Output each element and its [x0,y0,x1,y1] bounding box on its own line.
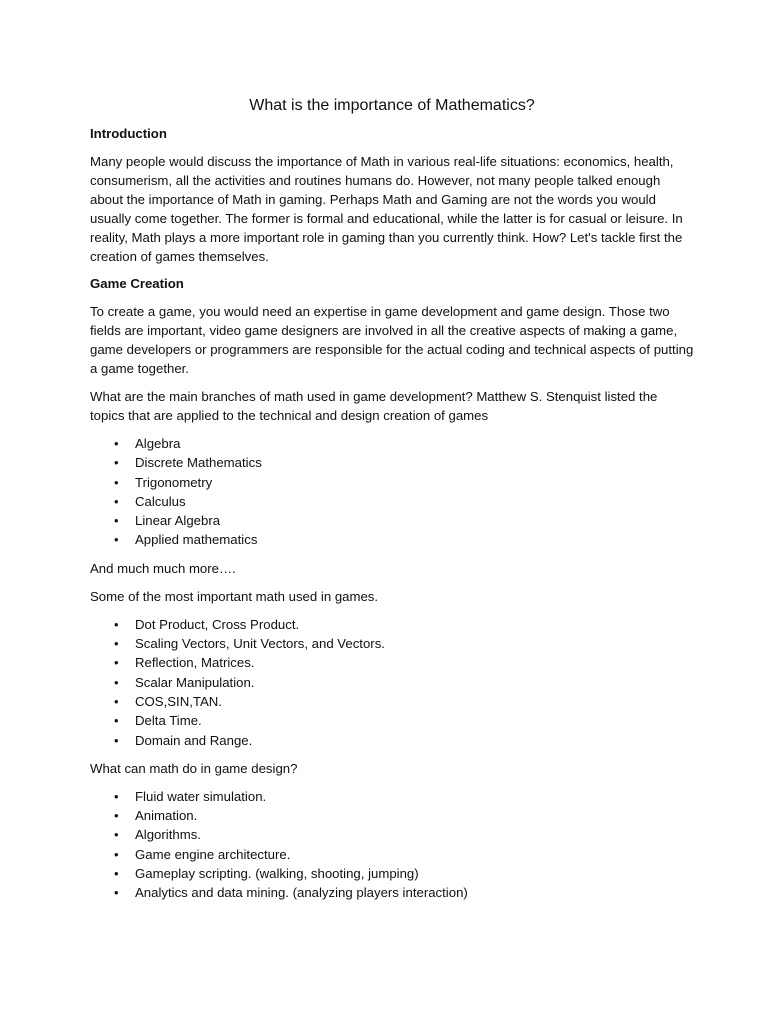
list-item-text: Discrete Mathematics [135,455,262,471]
list-item [90,711,694,730]
list-item [90,787,694,806]
list-item [90,673,694,692]
list-item [90,511,694,530]
list-item-text: Domain and Range. [135,732,253,748]
important-math-intro: Some of the most important math used in games. [90,588,379,604]
bullet-icon: • [114,693,119,709]
bullet-icon: • [114,616,119,632]
list-item [90,806,694,825]
bullet-icon: • [114,636,119,652]
creation-paragraph: To create a game, you would need an expertise in game development and game design. Those two fields are important, video game designers are involved in all the creative aspects of making a game, game developers or programmers are responsible for the actual coding and technical aspects of putting a game together. [90,304,694,376]
list-item [90,883,694,902]
list-item [90,864,694,883]
list-item-text: Algebra [135,436,181,451]
bullet-icon: • [114,655,119,671]
list-item-text: Scaling Vectors, Unit Vectors, and Vectors. [135,636,385,652]
list-item [90,731,694,750]
bullet-icon: • [114,808,119,824]
section-heading-game-creation: Game Creation [90,276,184,291]
much-more-text: And much much more…. [90,560,236,576]
list-item [90,692,694,711]
list-item-text: Scalar Manipulation. [135,674,255,690]
list-item [90,653,694,672]
list-item-text: Animation. [135,808,198,824]
bullet-icon: • [114,827,119,843]
list-item-text: Reflection, Matrices. [135,655,255,671]
list-item-text: Analytics and data mining. (analyzing players interaction) [135,885,468,901]
design-question: What can math do in game design? [90,760,298,776]
list-item-text: Fluid water simulation. [135,788,267,804]
bullet-icon: • [114,732,119,748]
list-item [90,845,694,864]
bullet-icon: • [114,846,119,862]
list-item-text: Game engine architecture. [135,846,291,862]
list-item [90,492,694,511]
list-item-text: Algorithms. [135,827,201,843]
bullet-icon: • [114,513,119,529]
bullet-icon: • [114,885,119,901]
list-item [90,615,694,634]
list-item-text: Applied mathematics [135,532,258,548]
list-item-text: Dot Product, Cross Product. [135,616,300,632]
bullet-icon: • [114,788,119,804]
list-item-text: Gameplay scripting. (walking, shooting, jumping) [135,866,419,882]
list-item [90,453,694,472]
branches-question: What are the main branches of math used in game development? Matthew S. Stenquist listed the topics that are applied to the technical and design creation of games [90,389,658,423]
list-item-text: Delta Time. [135,713,202,729]
list-item [90,634,694,653]
bullet-icon: • [114,713,119,729]
bullet-icon: • [114,532,119,548]
bullet-icon: • [114,436,119,451]
bullet-icon: • [114,493,119,509]
bullet-icon: • [114,474,119,490]
intro-paragraph: Many people would discuss the importance of Math in various real-life situations: economics, health, consumerism, all the activities and routines humans do. However, not many people talked enough about the importance of Math in gaming. Perhaps Math and Gaming are not the words you would usually come together. The former is formal and educational, while the latter is for casual or leisure. In reality, Math plays a more important role in gaming than you currently think. How? Let's tackle first the creation of games themselves. [90,154,683,264]
list-item [90,825,694,844]
bullet-icon: • [114,455,119,471]
section-heading-introduction: Introduction [90,126,167,141]
bullet-icon: • [114,674,119,690]
document-title: What is the importance of Mathematics? [249,97,535,114]
list-item-text: Trigonometry [135,474,213,490]
bullet-icon: • [114,866,119,882]
list-item-text: Calculus [135,493,186,509]
list-item [90,434,694,453]
list-item-text: COS,SIN,TAN. [135,693,222,709]
list-item [90,530,694,549]
list-item [90,473,694,492]
design-uses-list [90,787,694,903]
list-item-text: Linear Algebra [135,513,221,529]
important-math-list [90,615,694,750]
branches-list [90,434,694,550]
